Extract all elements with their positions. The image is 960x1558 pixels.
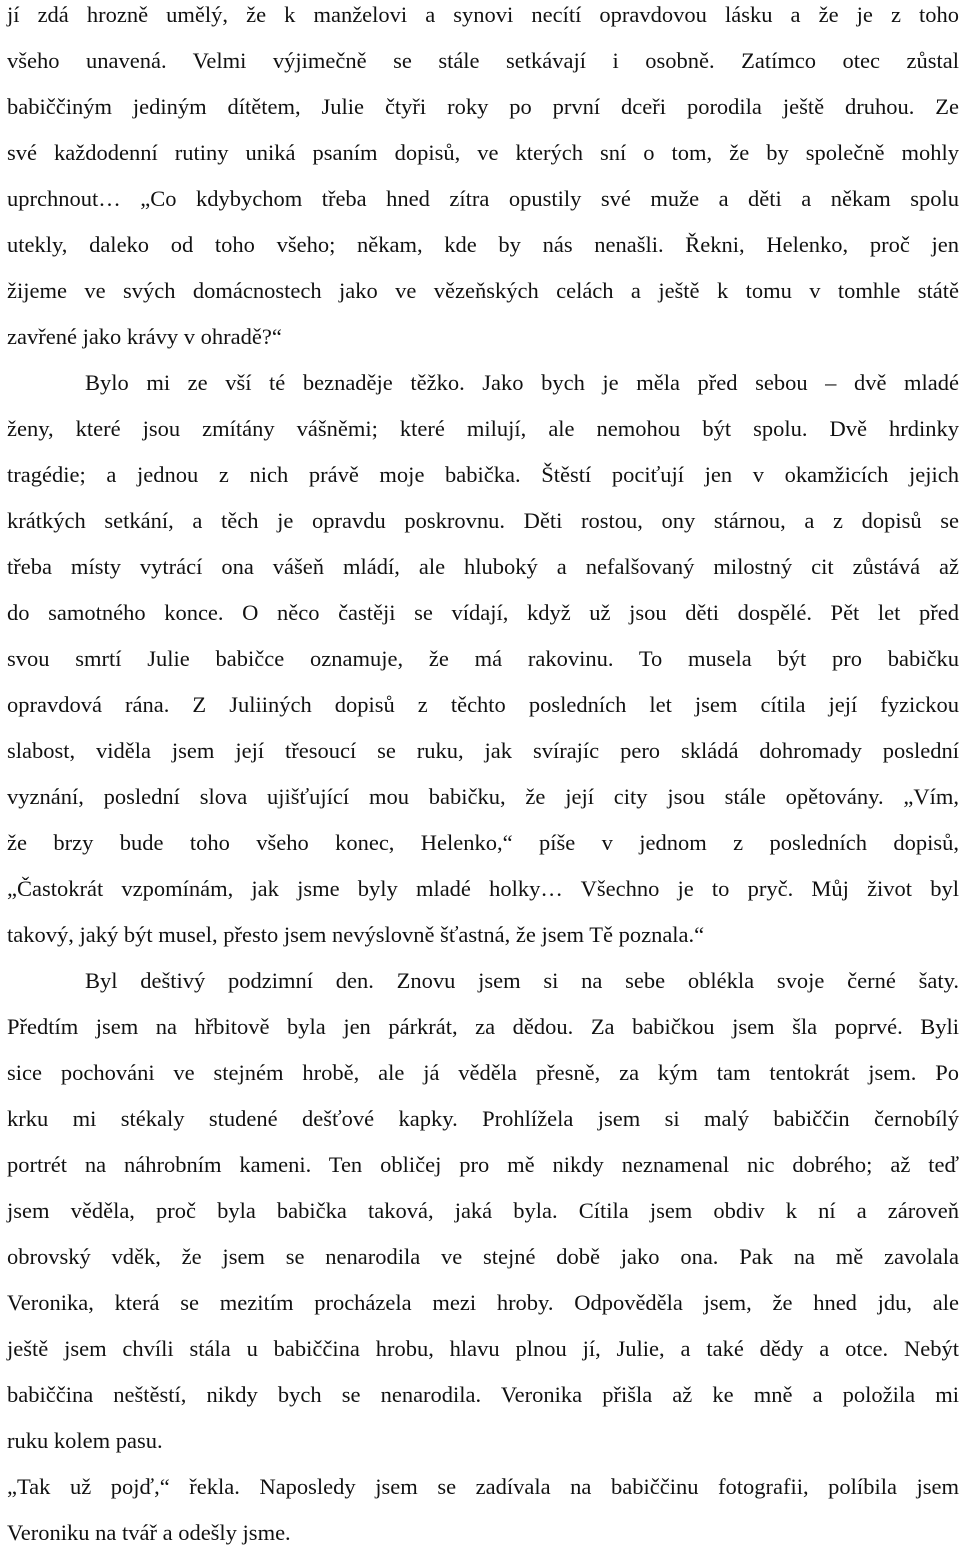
text-line: „Tak už pojď,“ řekla. Naposledy jsem se zadívala na babiččinu fotografii, políbila jsem xyxy=(7,1474,959,1499)
text-line: portrét na náhrobním kameni. Ten obličej pro mě nikdy neznamenal nic dobrého; až teď xyxy=(7,1152,959,1177)
text-line: opravdová rána. Z Juliiných dopisů z těchto posledních let jsem cítila její fyzickou xyxy=(7,692,959,717)
text-line: ještě jsem chvíli stála u babiččina hrobu, hlavu plnou jí, Julie, a také dědy a otce. Nebýt xyxy=(7,1336,959,1361)
text-line: uprchnout… „Co kdybychom třeba hned zítra opustily své muže a děti a někam spolu xyxy=(7,186,959,211)
text-line: ruku kolem pasu. xyxy=(7,1428,163,1453)
text-line: zavřené jako krávy v ohradě?“ xyxy=(7,324,282,349)
text-line: že brzy bude toho všeho konec, Helenko,“ píše v jednom z posledních dopisů, xyxy=(7,830,959,855)
text-line: obrovský vděk, že jsem se nenarodila ve stejné době jako ona. Pak na mě zavolala xyxy=(7,1244,959,1269)
text-line: jí zdá hrozně umělý, že k manželovi a synovi necítí opravdovou lásku a že je z toho xyxy=(7,2,959,27)
text-line: tragédie; a jednou z nich právě moje babička. Štěstí pociťují jen v okamžicích jejich xyxy=(7,462,959,487)
text-line: do samotného konce. O něco častěji se vídají, když už jsou děti dospělé. Pět let před xyxy=(7,600,959,625)
text-line: babiččiným jediným dítětem, Julie čtyři roky po první dceři porodila ještě druhou. Ze xyxy=(7,94,959,119)
text-line: svou smrtí Julie babičce oznamuje, že má rakovinu. To musela být pro babičku xyxy=(7,646,959,671)
text-line: „Častokrát vzpomínám, jak jsme byly mladé holky… Všechno je to pryč. Můj život byl xyxy=(7,876,959,901)
text-line: žijeme ve svých domácnostech jako ve vězeňských celách a ještě k tomu v tomhle státě xyxy=(7,278,959,303)
text-line: ženy, které jsou zmítány vášněmi; které milují, ale nemohou být spolu. Dvě hrdinky xyxy=(7,416,959,441)
text-line: vyznání, poslední slova ujišťující mou babičku, že její city jsou stále opětovány. „Vím, xyxy=(7,784,959,809)
text-line: krátkých setkání, a těch je opravdu poskrovnu. Děti rostou, ony stárnou, a z dopisů se xyxy=(7,508,959,533)
text-line: Předtím jsem na hřbitově byla jen párkrát, za dědou. Za babičkou jsem šla poprvé. Byli xyxy=(7,1014,959,1039)
text-line: jsem věděla, proč byla babička taková, jaká byla. Cítila jsem obdiv k ní a zároveň xyxy=(7,1198,959,1223)
text-line: takový, jaký být musel, přesto jsem nevýslovně šťastná, že jsem Tě poznala.“ xyxy=(7,922,705,947)
text-line: slabost, viděla jsem její třesoucí se ruku, jak svírajíc pero skládá dohromady poslední xyxy=(7,738,959,763)
text-line: své každodenní rutiny uniká psaním dopisů, ve kterých sní o tom, že by společně mohly xyxy=(7,140,959,165)
text-line: Byl deštivý podzimní den. Znovu jsem si na sebe oblékla svoje černé šaty. xyxy=(85,968,959,993)
text-line: babiččina neštěstí, nikdy bych se nenarodila. Veronika přišla až ke mně a položila mi xyxy=(7,1382,959,1407)
text-line: utekly, daleko od toho všeho; někam, kde by nás nenašli. Řekni, Helenko, proč jen xyxy=(7,232,959,257)
text-line: sice pochováni ve stejném hrobě, ale já věděla přesně, za kým tam tentokrát jsem. Po xyxy=(7,1060,959,1085)
text-line: Veroniku na tvář a odešly jsme. xyxy=(7,1520,291,1545)
text-line: krku mi stékaly studené dešťové kapky. Prohlížela jsem si malý babiččin černobílý xyxy=(7,1106,959,1131)
text-line: Bylo mi ze vší té beznaděje těžko. Jako bych je měla před sebou – dvě mladé xyxy=(85,370,959,395)
text-line: Veronika, která se mezitím procházela mezi hroby. Odpověděla jsem, že hned jdu, ale xyxy=(7,1290,959,1315)
text-line: všeho unavená. Velmi výjimečně se stále setkávají i osobně. Zatímco otec zůstal xyxy=(7,48,959,73)
text-line: třeba místy vytrácí ona vášeň mládí, ale hluboký a nefalšovaný milostný cit zůstává až xyxy=(7,554,959,579)
